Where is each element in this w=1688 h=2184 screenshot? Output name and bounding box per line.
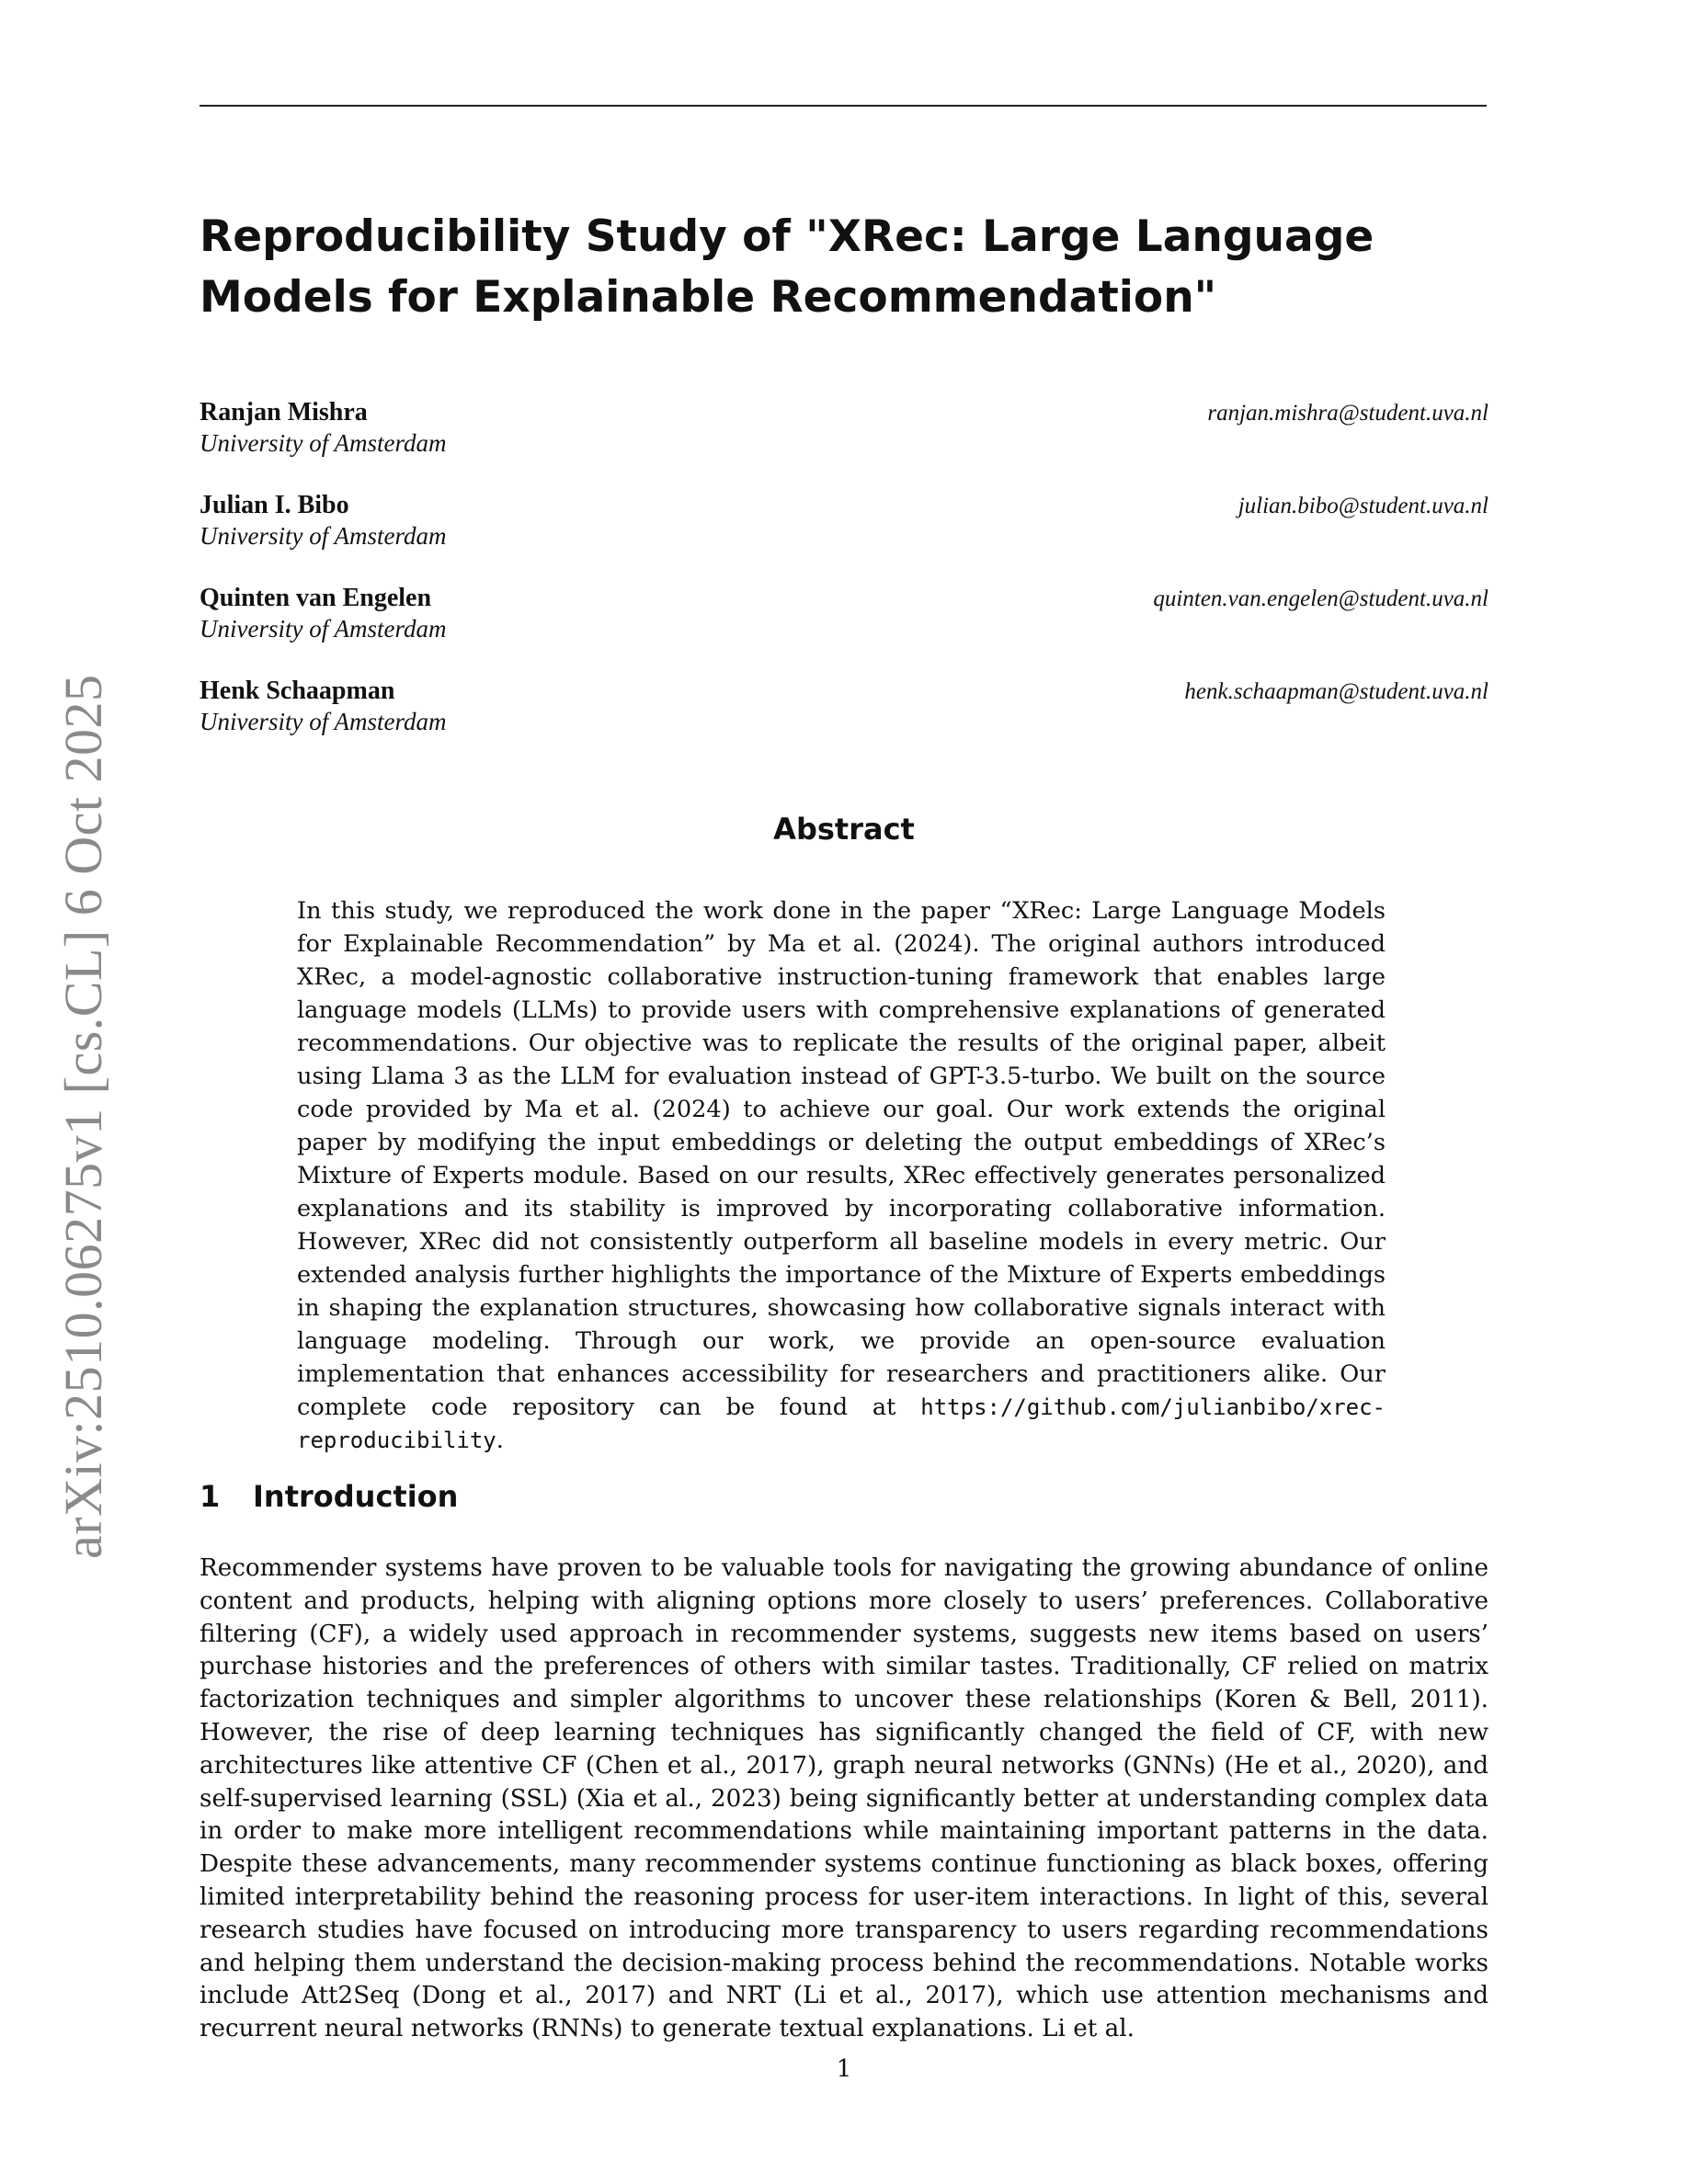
abstract-paragraph: In this study, we reproduced the work done in the paper “XRec: Large Language Models for Explainable Recommendation” by Ma et al. (2024). The original authors introduced XRec, a model-agnostic collaborative instruction-tuning framework that enables large language models (LLMs) to provide users with comprehensive explanations of generated recommendations. Our objective was to replicate the results of the original paper, albeit using Llama 3 as the LLM for evaluation instead of GPT-3.5-turbo. We built on the source code provided by Ma et al. (2024) to achieve our goal. Our work extends the original paper by modifying the input embeddings or deleting the output embeddings of XRec’s Mixture of Experts module. Based on our results, XRec effectively generates personalized explanations and its stability is improved by incorporating collaborative information. However, XRec did not consistently outperform all baseline models in every metric. Our extended analysis further highlights the importance of the Mixture of Experts embeddings in shaping the explanation structures, showcasing how collaborative signals interact with language modeling. Through our work, we provide an open-source evaluation implementation that enhances accessibility for researchers and practitioners alike. Our complete code repository can be found at	[297, 897, 1386, 1421]
author-affiliation: University of Amsterdam	[200, 615, 447, 643]
author-block	[200, 490, 1488, 583]
author-email[interactable]: quinten.van.engelen@student.uva.nl	[1153, 586, 1488, 611]
author-block	[200, 397, 1488, 490]
author-affiliation: University of Amsterdam	[200, 429, 447, 457]
author-block	[200, 676, 1488, 768]
abstract-heading: Abstract	[773, 812, 915, 847]
abstract-end-punctuation: .	[496, 1427, 504, 1454]
author-name: Quinten van Engelen	[200, 584, 432, 612]
arxiv-identifier: arXiv:2510.06275v1 [cs.CL] 6 Oct 2025	[53, 674, 113, 1559]
author-block	[200, 583, 1488, 676]
author-email[interactable]: ranjan.mishra@student.uva.nl	[1207, 401, 1488, 426]
author-email[interactable]: henk.schaapman@student.uva.nl	[1184, 679, 1488, 704]
section-heading-introduction	[200, 1476, 458, 1517]
page-number: 1	[836, 2055, 852, 2083]
section-number: 1	[200, 1479, 221, 1514]
author-name: Julian I. Bibo	[200, 491, 349, 519]
author-list	[200, 397, 1488, 768]
top-rule	[200, 105, 1487, 107]
author-name: Henk Schaapman	[200, 677, 395, 705]
author-affiliation: University of Amsterdam	[200, 522, 447, 550]
author-affiliation: University of Amsterdam	[200, 708, 447, 735]
abstract-text	[297, 894, 1386, 1457]
author-email[interactable]: julian.bibo@student.uva.nl	[1237, 494, 1488, 518]
repository-link[interactable]: https://github.com/julianbibo/xrec-reproducibility	[297, 1394, 1386, 1453]
paper-title: Reproducibility Study of "XRec: Large Language Models for Explainable Recommendation"	[200, 211, 1374, 323]
author-name: Ranjan Mishra	[200, 398, 368, 427]
section-title: Introduction	[253, 1479, 459, 1514]
introduction-text: Recommender systems have proven to be valuable tools for navigating the growing abundance of online content and products, helping with aligning options more closely to users’ preferences. Collaborative filtering (CF), a widely used approach in recommender systems, suggests new items based on users’ purchase histories and the preferences of others with similar tastes. Traditionally, CF relied on matrix factorization techniques and simpler algorithms to uncover these relationships (Koren & Bell, 2011). However, the rise of deep learning techniques has significantly changed the field of CF, with new architectures like attentive CF (Chen et al., 2017), graph neural networks (GNNs) (He et al., 2020), and self-supervised learning (SSL) (Xia et al., 2023) being significantly better at understanding complex data in order to make more intelligent recommendations while maintaining important patterns in the data. Despite these advancements, many recommender systems continue functioning as black boxes, offering limited interpretability behind the reasoning process for user-item interactions. In light of this, several research studies have focused on introducing more transparency to users regarding recommendations and helping them understand the decision-making process behind the recommendations. Notable works include Att2Seq (Dong et al., 2017) and NRT (Li et al., 2017), which use attention mechanisms and recurrent neural networks (RNNs) to generate textual explanations. Li et al.	[200, 1554, 1488, 2043]
